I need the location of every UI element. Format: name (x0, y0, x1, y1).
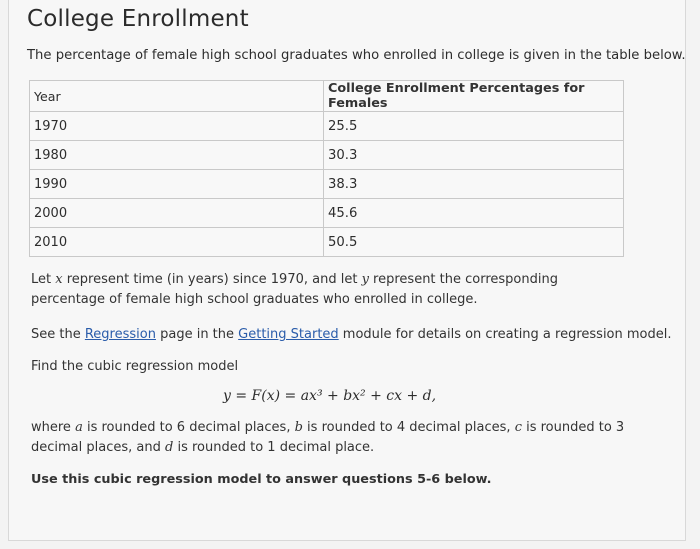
percentage-cell: 30.3 (324, 141, 624, 170)
question-page (8, 0, 686, 541)
enrollment-table (29, 80, 624, 257)
percentage-cell: 38.3 (324, 170, 624, 199)
table-row (30, 112, 624, 141)
cubic-equation: y = F(x) = ax³ + bx² + cx + d, (223, 388, 437, 404)
regression-note: See the Regression page in the Getting Started module for details on creating a regression model. (31, 327, 672, 342)
percentage-cell: 25.5 (324, 112, 624, 141)
table-header-row (30, 81, 624, 112)
year-cell: 2010 (30, 228, 324, 257)
percentage-cell: 50.5 (324, 228, 624, 257)
table-row (30, 141, 624, 170)
page-title: College Enrollment (27, 6, 249, 32)
getting-started-link[interactable]: Getting Started (238, 327, 339, 342)
header-year: Year (30, 81, 324, 112)
table-row (30, 228, 624, 257)
year-cell: 1970 (30, 112, 324, 141)
variable-definition: Let x represent time (in years) since 1970, and let y represent the corresponding percentage of female high school graduates who enrolled in college. (31, 272, 558, 307)
table-row (30, 199, 624, 228)
var-y: y (361, 272, 369, 287)
task-text: Find the cubic regression model (31, 359, 239, 374)
year-cell: 2000 (30, 199, 324, 228)
header-percentage: College Enrollment Percentages for Females (324, 81, 624, 112)
intro-text: The percentage of female high school graduates who enrolled in college is given in the table below. (27, 48, 686, 63)
regression-link[interactable]: Regression (84, 327, 156, 342)
percentage-cell: 45.6 (324, 199, 624, 228)
year-cell: 1990 (30, 170, 324, 199)
year-cell: 1980 (30, 141, 324, 170)
instruction-bold: Use this cubic regression model to answer questions 5-6 below. (31, 472, 492, 487)
rounding-instructions: where a is rounded to 6 decimal places, b is rounded to 4 decimal places, c is rounded to 3 decimal places, and d is rounded to 1 decimal place. (31, 420, 625, 455)
table-row (30, 170, 624, 199)
var-x: x (55, 272, 63, 287)
